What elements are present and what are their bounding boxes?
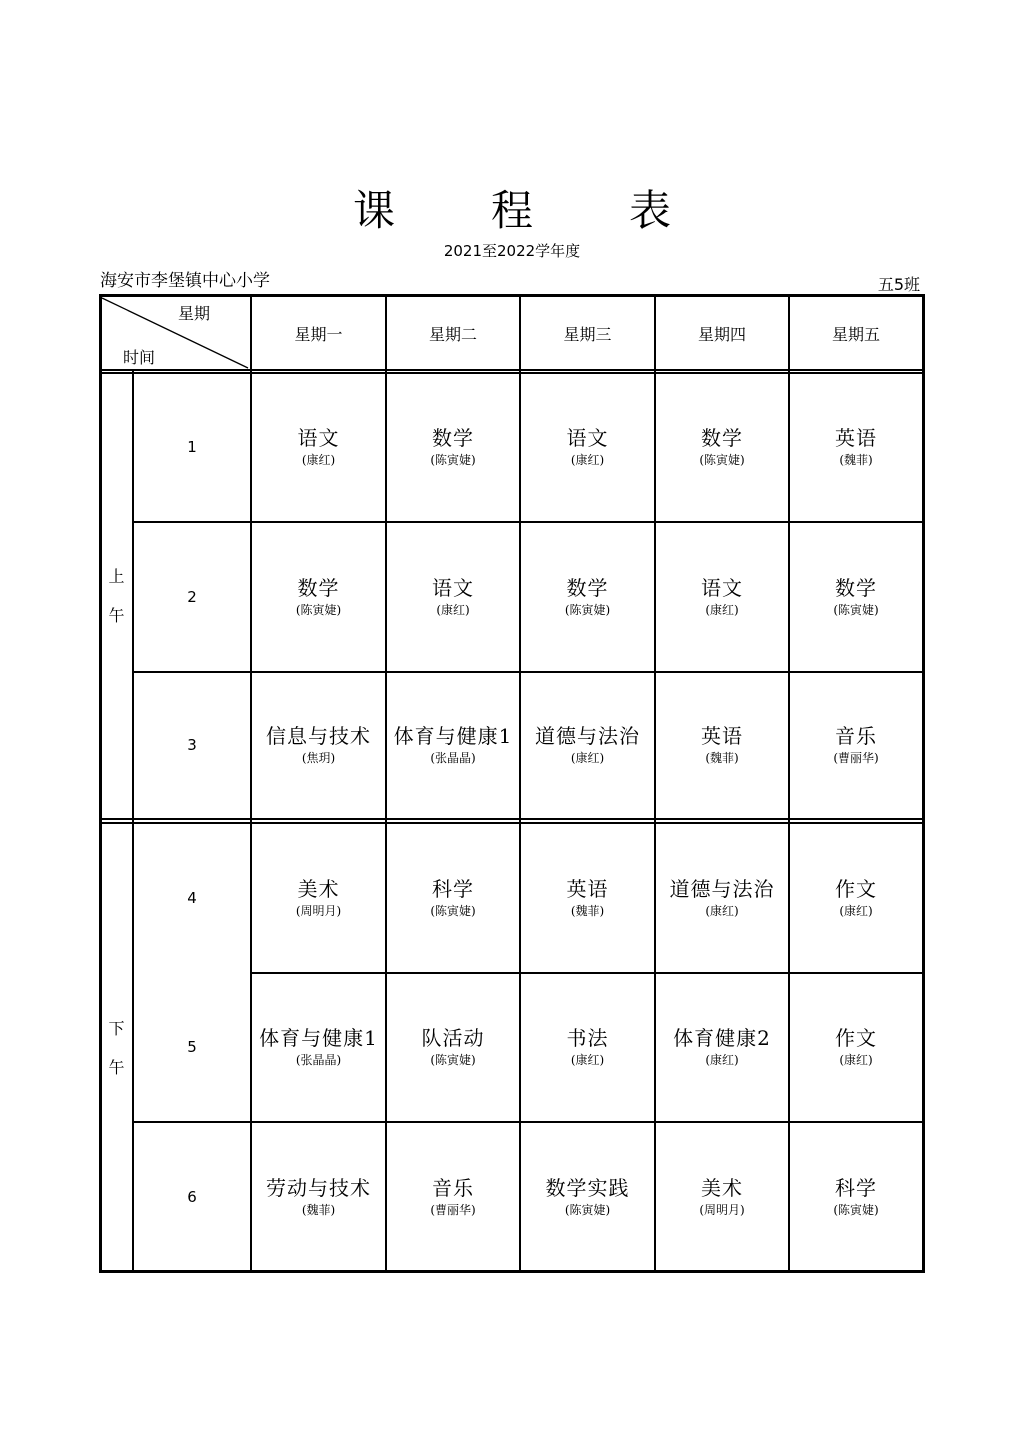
corner-label-weekday: 星期 [178, 304, 211, 323]
class-cell [252, 1123, 385, 1270]
class-cell [387, 823, 519, 972]
class-cell [252, 973, 385, 1121]
teacher-name: (康红) [570, 751, 605, 765]
period-number-label: 2 [187, 587, 197, 606]
period-number-label: 6 [187, 1187, 197, 1206]
subject-name: 道德与法治 [535, 724, 640, 748]
page-title [0, 178, 1024, 238]
class-cell [656, 1123, 788, 1270]
grid-line [100, 818, 924, 820]
period-number-label: 3 [187, 736, 197, 754]
class-cell [656, 672, 788, 818]
subject-name: 数学实践 [545, 1175, 630, 1200]
day-header-label: 星期五 [831, 324, 880, 344]
period-number [134, 1123, 250, 1270]
title-char: 表 [629, 186, 672, 235]
subject-name: 语文 [432, 575, 474, 600]
teacher-name: (康红) [436, 602, 470, 617]
subject-name: 体育健康2 [673, 1026, 771, 1050]
teacher-name: (康红) [705, 602, 739, 617]
corner-diagonal [100, 296, 250, 370]
teacher-name: (焦玥) [301, 751, 336, 765]
teacher-name: (陈寅婕) [430, 1053, 476, 1067]
class-cell [387, 522, 519, 671]
day-header-label: 星期二 [428, 324, 477, 344]
teacher-name: (魏菲) [705, 751, 739, 765]
subject-name: 美术 [297, 876, 340, 901]
period-number-label: 4 [187, 888, 197, 907]
subject-name: 数学 [835, 575, 877, 600]
subject-name: 作文 [835, 1026, 877, 1050]
subject-name: 语文 [566, 425, 609, 450]
class-cell [521, 372, 654, 521]
teacher-name: (康红) [705, 903, 739, 918]
class-cell [656, 372, 788, 521]
teacher-name: (陈寅婕) [430, 903, 476, 918]
teacher-name: (陈寅婕) [295, 602, 342, 617]
teacher-name: (康红) [839, 903, 873, 918]
class-cell [656, 973, 788, 1121]
class-name: 五5班 [877, 275, 920, 294]
teacher-name: (陈寅婕) [564, 1202, 611, 1217]
class-cell [790, 522, 922, 671]
teacher-name: (陈寅婕) [833, 1202, 879, 1217]
subject-name: 英语 [701, 724, 743, 748]
corner-label-time: 时间 [123, 348, 156, 367]
class-cell [656, 823, 788, 972]
teacher-name: (周明月) [295, 903, 342, 918]
class-cell [387, 372, 519, 521]
teacher-name: (曹丽华) [833, 751, 879, 765]
subject-name: 科学 [432, 876, 474, 901]
day-header [790, 297, 922, 369]
subject-name: 音乐 [835, 724, 877, 748]
day-header-label: 星期三 [563, 324, 612, 344]
teacher-name: (魏菲) [570, 903, 605, 918]
class-cell [521, 823, 654, 972]
class-cell [521, 672, 654, 818]
class-cell [790, 823, 922, 972]
class-cell [521, 1123, 654, 1270]
class-cell [790, 1123, 922, 1270]
subject-name: 体育与健康1 [259, 1026, 378, 1050]
period-number [134, 973, 250, 1121]
class-cell [252, 372, 385, 521]
section-label [101, 823, 132, 1270]
subject-name: 美术 [701, 1175, 743, 1200]
subject-name: 科学 [835, 1175, 877, 1200]
teacher-name: (魏菲) [839, 452, 873, 467]
period-number-label: 5 [187, 1038, 197, 1056]
subject-name: 语文 [701, 575, 743, 600]
subject-name: 信息与技术 [266, 724, 371, 748]
title-char: 课 [352, 186, 395, 235]
subject-name: 队活动 [421, 1026, 485, 1050]
subject-name: 英语 [566, 876, 609, 901]
subject-name: 道德与法治 [669, 876, 775, 901]
subject-name: 音乐 [432, 1175, 474, 1200]
teacher-name: (陈寅婕) [564, 602, 611, 617]
period-number [134, 522, 250, 671]
class-cell [521, 973, 654, 1121]
period-number [134, 372, 250, 521]
day-header-label: 星期一 [294, 324, 343, 344]
subject-name: 作文 [835, 876, 877, 901]
teacher-name: (陈寅婕) [699, 452, 745, 467]
teacher-name: (陈寅婕) [833, 602, 879, 617]
teacher-name: (陈寅婕) [430, 452, 476, 467]
day-header-label: 星期四 [697, 324, 746, 344]
day-header [387, 297, 519, 369]
class-cell [252, 823, 385, 972]
day-header [656, 297, 788, 369]
day-header [252, 297, 385, 369]
subject-name: 劳动与技术 [266, 1175, 371, 1200]
section-label-char: 下 [108, 1018, 125, 1038]
section-label [101, 372, 132, 818]
teacher-name: (康红) [570, 452, 605, 467]
class-cell [790, 973, 922, 1121]
title-char: 程 [490, 186, 533, 235]
teacher-name: (曹丽华) [430, 1202, 476, 1217]
subject-name: 语文 [297, 425, 340, 450]
school-year: 2021至2022学年度 [443, 242, 581, 260]
teacher-name: (张晶晶) [295, 1053, 342, 1067]
class-cell [252, 522, 385, 671]
teacher-name: (康红) [839, 1053, 873, 1067]
class-cell [656, 522, 788, 671]
class-cell [790, 672, 922, 818]
teacher-name: (张晶晶) [430, 751, 476, 765]
subject-name: 数学 [297, 575, 340, 600]
class-cell [521, 522, 654, 671]
subject-name: 英语 [835, 425, 877, 450]
subject-name: 体育与健康1 [393, 724, 513, 748]
class-cell [387, 973, 519, 1121]
period-number [134, 823, 250, 972]
teacher-name: (康红) [705, 1053, 739, 1067]
teacher-name: (康红) [570, 1053, 605, 1067]
subject-name: 数学 [701, 425, 743, 450]
subject-name: 书法 [566, 1026, 609, 1050]
school-name: 海安市李堡镇中心小学 [100, 271, 270, 291]
subject-name: 数学 [432, 425, 474, 450]
class-cell [252, 672, 385, 818]
subject-name: 数学 [566, 575, 609, 600]
section-label-char: 午 [108, 1057, 125, 1077]
period-number [134, 672, 250, 818]
teacher-name: (周明月) [699, 1202, 745, 1217]
period-number-label: 1 [187, 437, 197, 456]
day-header [521, 297, 654, 369]
teacher-name: (魏菲) [301, 1202, 336, 1217]
teacher-name: (康红) [301, 452, 336, 467]
class-cell [387, 672, 519, 818]
section-label-char: 午 [108, 606, 125, 625]
class-cell [790, 372, 922, 521]
section-label-char: 上 [108, 567, 125, 586]
class-cell [387, 1123, 519, 1270]
